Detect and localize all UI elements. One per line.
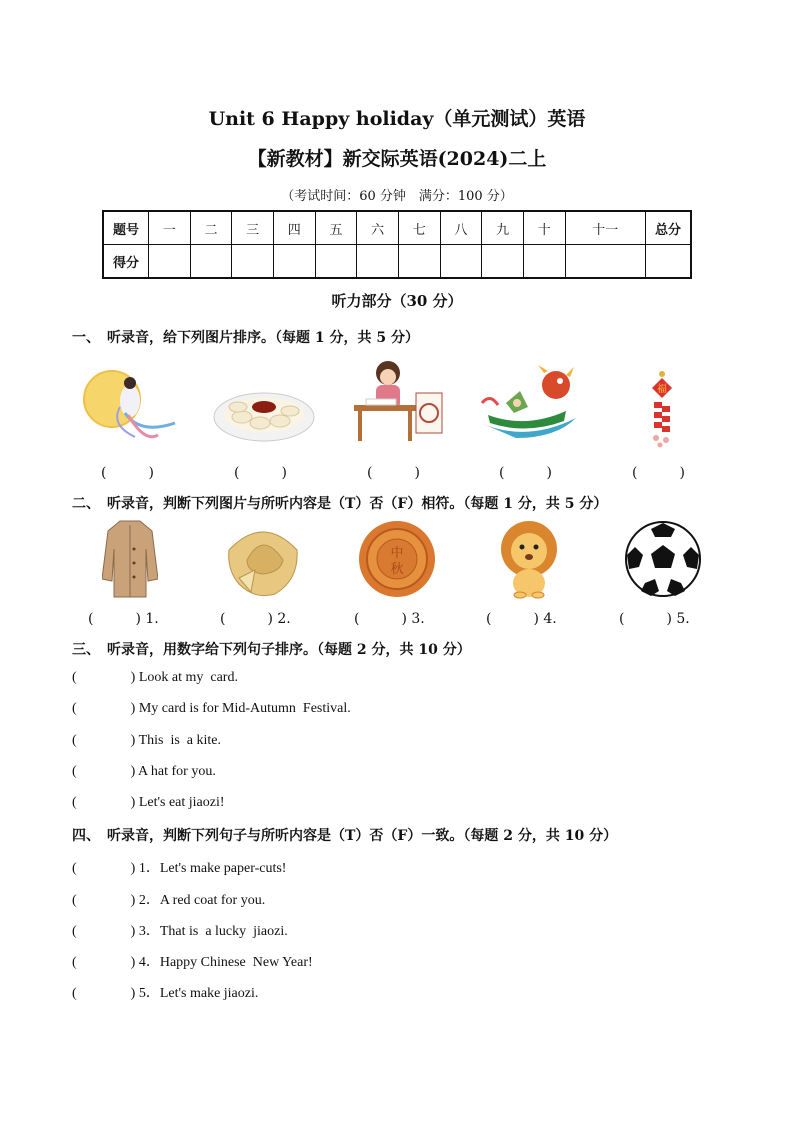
score-col: 三 bbox=[232, 211, 274, 245]
sentence: ) 4．Happy Chinese New Year! bbox=[130, 955, 313, 970]
score-cell[interactable] bbox=[357, 245, 399, 279]
list-item bbox=[72, 951, 313, 971]
sentence: ) This is a kite. bbox=[130, 733, 222, 748]
answer-blank-1[interactable]: ( ) 1. bbox=[88, 611, 159, 627]
exam-info: （考试时间：60 分钟 满分：100 分） bbox=[281, 189, 513, 204]
score-col: 九 bbox=[482, 211, 524, 245]
lion-icon bbox=[494, 519, 564, 599]
section3-heading: 三、 听录音，用数字给下列句子排序。（每题 2 分，共 10 分） bbox=[72, 642, 471, 658]
open-paren[interactable]: ( bbox=[72, 764, 77, 779]
open-paren[interactable]: ( bbox=[72, 986, 77, 1001]
open-paren[interactable]: ( bbox=[72, 924, 77, 939]
football-icon bbox=[623, 519, 703, 599]
score-cell[interactable] bbox=[440, 245, 482, 279]
score-cell[interactable] bbox=[149, 245, 191, 279]
open-paren[interactable]: ( bbox=[72, 733, 77, 748]
coat-icon bbox=[102, 519, 158, 599]
score-col: 六 bbox=[357, 211, 399, 245]
listening-heading: 听力部分（30 分） bbox=[331, 292, 463, 310]
answer-blank-2[interactable]: ( ) 2. bbox=[220, 611, 291, 627]
score-cell[interactable] bbox=[232, 245, 274, 279]
section4-heading: 四、 听录音，判断下列句子与所听内容是（T）否（F）一致。（每题 2 分，共 10 分） bbox=[72, 828, 618, 844]
score-cell[interactable] bbox=[646, 245, 692, 279]
score-col: 十一 bbox=[565, 211, 645, 245]
jiaozi-plate-icon bbox=[212, 385, 317, 445]
sentence: ) 3．That is a lucky jiaozi. bbox=[130, 924, 288, 939]
score-col-total: 总分 bbox=[646, 211, 692, 245]
sentence: ) A hat for you. bbox=[130, 764, 216, 779]
answer-blank-5[interactable]: ( ) 5. bbox=[619, 611, 690, 627]
score-col: 四 bbox=[273, 211, 315, 245]
girl-writing-calligraphy-icon bbox=[350, 357, 445, 445]
answer-blank-3[interactable]: ( ) 3. bbox=[354, 611, 425, 627]
open-paren[interactable]: ( bbox=[72, 670, 77, 685]
open-paren[interactable]: ( bbox=[72, 795, 77, 810]
sentence: ) 1．Let's make paper-cuts! bbox=[130, 861, 287, 876]
score-table-row1-header: 题号 bbox=[103, 211, 149, 245]
list-item bbox=[72, 889, 265, 909]
dragon-boat-icon bbox=[476, 363, 581, 445]
list-item bbox=[72, 982, 258, 1002]
svg-text:福: 福 bbox=[657, 384, 667, 395]
answer-blank[interactable]: ( ) bbox=[499, 465, 552, 481]
sentence: ) My card is for Mid-Autumn Festival. bbox=[130, 701, 351, 716]
score-col: 十 bbox=[523, 211, 565, 245]
svg-text:中: 中 bbox=[390, 546, 404, 561]
score-col: 二 bbox=[190, 211, 232, 245]
answer-blank[interactable]: ( ) bbox=[367, 465, 420, 481]
list-item bbox=[72, 733, 221, 749]
score-cell[interactable] bbox=[190, 245, 232, 279]
answer-blank[interactable]: ( ) bbox=[632, 465, 685, 481]
score-cell[interactable] bbox=[273, 245, 315, 279]
score-col: 一 bbox=[149, 211, 191, 245]
score-col: 五 bbox=[315, 211, 357, 245]
score-col: 七 bbox=[398, 211, 440, 245]
section1-heading: 一、 听录音，给下列图片排序。（每题 1 分，共 5 分） bbox=[72, 330, 419, 346]
answer-blank-4[interactable]: ( ) 4. bbox=[486, 611, 557, 627]
answer-blank[interactable]: ( ) bbox=[234, 465, 287, 481]
sentence: ) Look at my card. bbox=[130, 670, 238, 685]
hat-icon bbox=[225, 520, 301, 598]
score-cell[interactable] bbox=[482, 245, 524, 279]
open-paren[interactable]: ( bbox=[72, 893, 77, 908]
score-col: 八 bbox=[440, 211, 482, 245]
mooncake-icon bbox=[357, 519, 437, 599]
page-subtitle: 【新教材】新交际英语(2024)二上 bbox=[247, 148, 547, 170]
open-paren[interactable]: ( bbox=[72, 861, 77, 876]
list-item bbox=[72, 764, 216, 780]
firecrackers-icon bbox=[642, 370, 682, 448]
svg-text:秋: 秋 bbox=[390, 562, 404, 577]
list-item bbox=[72, 920, 288, 940]
list-item bbox=[72, 701, 351, 717]
sentence: ) 2．A red coat for you. bbox=[130, 893, 266, 908]
page-title: Unit 6 Happy holiday（单元测试）英语 bbox=[208, 108, 586, 130]
moon-fairy-icon bbox=[80, 365, 185, 445]
score-cell[interactable] bbox=[523, 245, 565, 279]
list-item bbox=[72, 795, 225, 811]
answer-blank[interactable]: ( ) bbox=[101, 465, 154, 481]
sentence: ) 5．Let's make jiaozi. bbox=[130, 986, 259, 1001]
score-table bbox=[102, 210, 692, 279]
score-cell[interactable] bbox=[565, 245, 645, 279]
score-table-score-row bbox=[103, 245, 691, 279]
open-paren[interactable]: ( bbox=[72, 701, 77, 716]
score-cell[interactable] bbox=[315, 245, 357, 279]
score-table-row2-header: 得分 bbox=[103, 245, 149, 279]
section2-heading: 二、 听录音，判断下列图片与所听内容是（T）否（F）相符。（每题 1 分，共 5 分） bbox=[72, 496, 608, 512]
score-table-header-row bbox=[103, 211, 691, 245]
sentence: ) Let's eat jiaozi! bbox=[130, 795, 225, 810]
open-paren[interactable]: ( bbox=[72, 955, 77, 970]
list-item bbox=[72, 857, 286, 877]
list-item bbox=[72, 670, 238, 686]
score-cell[interactable] bbox=[398, 245, 440, 279]
